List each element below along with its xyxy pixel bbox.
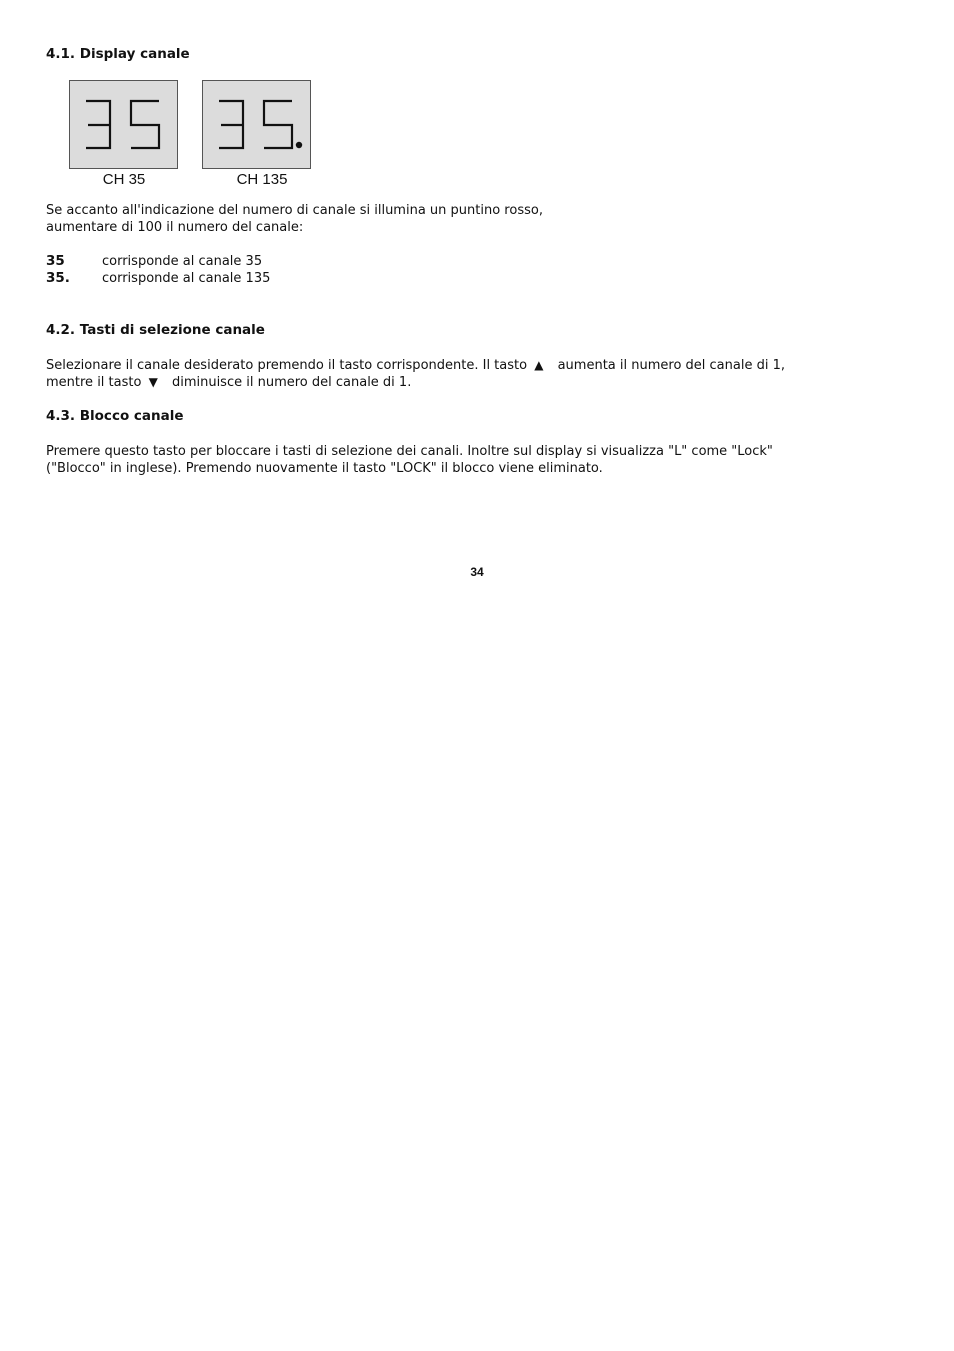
text-line: Premere questo tasto per bloccare i tasti di selezione dei canali. Inoltre sul display si visualizza "L" come "Lock" xyxy=(46,444,773,459)
text-fragment: diminuisce il numero del canale di 1. xyxy=(171,375,412,390)
text-line xyxy=(46,374,785,391)
seven-segment-35 xyxy=(70,81,177,168)
display-caption-ch35: CH 35 xyxy=(102,171,146,188)
text-fragment: mentre il tasto xyxy=(46,375,142,390)
text-fragment: Selezionare il canale desiderato premendo il tasto corrispondente. Il tasto xyxy=(46,358,528,373)
display-caption-ch135: CH 135 xyxy=(236,171,288,188)
paragraph-lock xyxy=(46,443,773,477)
text-line: ("Blocco" in inglese). Premendo nuovamente il tasto "LOCK" il blocco viene eliminato. xyxy=(46,461,603,476)
display-ch35 xyxy=(69,80,178,169)
item-code: 35. xyxy=(46,270,70,286)
section-title-display-canale: 4.1. Display canale xyxy=(46,46,190,62)
section-title-blocco-canale: 4.3. Blocco canale xyxy=(46,408,184,424)
arrow-up-icon: ▲ xyxy=(534,358,544,372)
text-fragment: aumenta il numero del canale di 1, xyxy=(557,358,785,373)
paragraph-selection-keys xyxy=(46,357,785,391)
seven-segment-35-dot xyxy=(203,81,310,168)
page-number: 34 xyxy=(470,565,484,579)
item-code: 35 xyxy=(46,253,65,269)
item-desc: corrisponde al canale 35 xyxy=(102,254,263,269)
display-ch135 xyxy=(202,80,311,169)
section-title-tasti-selezione: 4.2. Tasti di selezione canale xyxy=(46,322,265,338)
text-line: Se accanto all'indicazione del numero di canale si illumina un puntino rosso, xyxy=(46,203,543,218)
text-line xyxy=(46,357,785,374)
arrow-down-icon: ▼ xyxy=(148,375,158,389)
item-desc: corrisponde al canale 135 xyxy=(102,271,271,286)
decimal-dot-indicator xyxy=(296,142,302,148)
paragraph-dot-explanation xyxy=(46,202,543,236)
text-line: aumentare di 100 il numero del canale: xyxy=(46,220,304,235)
